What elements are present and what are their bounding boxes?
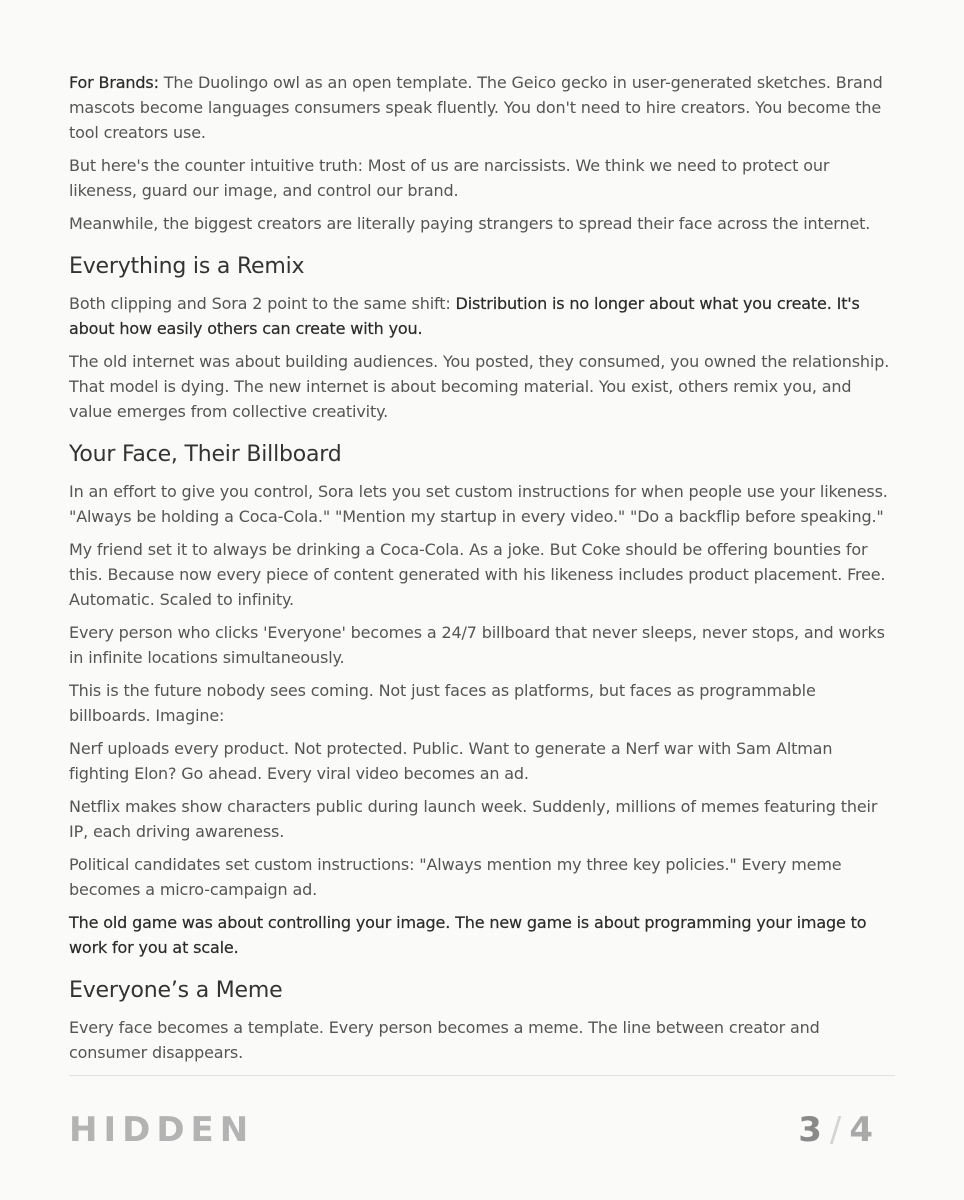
heading-your-face-their-billboard: Your Face, Their Billboard	[69, 442, 342, 467]
paragraph-netflix: Netflix makes show characters public during launch week. Suddenly, millions of memes featuring their IP, each driving awareness.	[69, 797, 878, 841]
page-current: 3	[798, 1110, 822, 1150]
paragraph-for-brands	[69, 70, 895, 145]
heading-everything-is-a-remix: Everything is a Remix	[69, 254, 305, 279]
paragraph-future: This is the future nobody sees coming. Not just faces as platforms, but faces as programmable billboards. Imagine:	[69, 681, 816, 725]
page-indicator	[798, 1110, 873, 1150]
paragraph-old-game: The old game was about controlling your image. The new game is about programming your image to work for you at scale.	[69, 913, 867, 957]
paragraph-coca-cola: My friend set it to always be drinking a Coca-Cola. As a joke. But Coke should be offering bounties for this. Because now every piece of content generated with his likeness includes product placement. Free. Automatic. Scaled to infinity.	[69, 540, 886, 609]
paragraph-counter-intuitive: But here's the counter intuitive truth: Most of us are narcissists. We think we need to protect our likeness, guard our image, and control our brand.	[69, 156, 830, 200]
paragraph-custom-instructions: In an effort to give you control, Sora lets you set custom instructions for when people use your likeness. "Always be holding a Coca-Cola." "Mention my startup in every video." "Do a backflip before speaking."	[69, 482, 888, 526]
paragraph-political: Political candidates set custom instructions: "Always mention my three key policies." Every meme becomes a micro-campaign ad.	[69, 855, 842, 899]
paragraph-text: The Duolingo owl as an open template. The Geico gecko in user-generated sketches. Brand mascots become languages consumers speak fluently. You don't need to hire creators. You become the tool creators use.	[69, 73, 883, 142]
article-body	[69, 70, 895, 1065]
paragraph-emphasis: Distribution is no longer about what you create. It's about how easily others can create with you.	[69, 294, 860, 338]
paragraph-biggest-creators: Meanwhile, the biggest creators are literally paying strangers to spread their face across the internet.	[69, 214, 871, 233]
footer-brand-logo: HIDDEN	[69, 1110, 255, 1150]
paragraph-lead: For Brands:	[69, 73, 159, 92]
paragraph-text: Both clipping and Sora 2 point to the same shift:	[69, 294, 456, 313]
paragraph-same-shift	[69, 291, 895, 341]
page-total: 4	[849, 1110, 873, 1150]
page-separator: /	[829, 1110, 842, 1150]
paragraph-old-internet: The old internet was about building audiences. You posted, they consumed, you owned the relationship. That model is dying. The new internet is about becoming material. You exist, others remix you, and value emerges from collective creativity.	[69, 352, 890, 421]
paragraph-nerf: Nerf uploads every product. Not protected. Public. Want to generate a Nerf war with Sam Altman fighting Elon? Go ahead. Every viral video becomes an ad.	[69, 739, 833, 783]
footer-divider	[69, 1075, 895, 1076]
paragraph-every-face: Every face becomes a template. Every person becomes a meme. The line between creator and consumer disappears.	[69, 1018, 820, 1062]
heading-everyones-a-meme: Everyone’s a Meme	[69, 978, 283, 1003]
paragraph-billboard: Every person who clicks 'Everyone' becomes a 24/7 billboard that never sleeps, never stops, and works in infinite locations simultaneously.	[69, 623, 885, 667]
